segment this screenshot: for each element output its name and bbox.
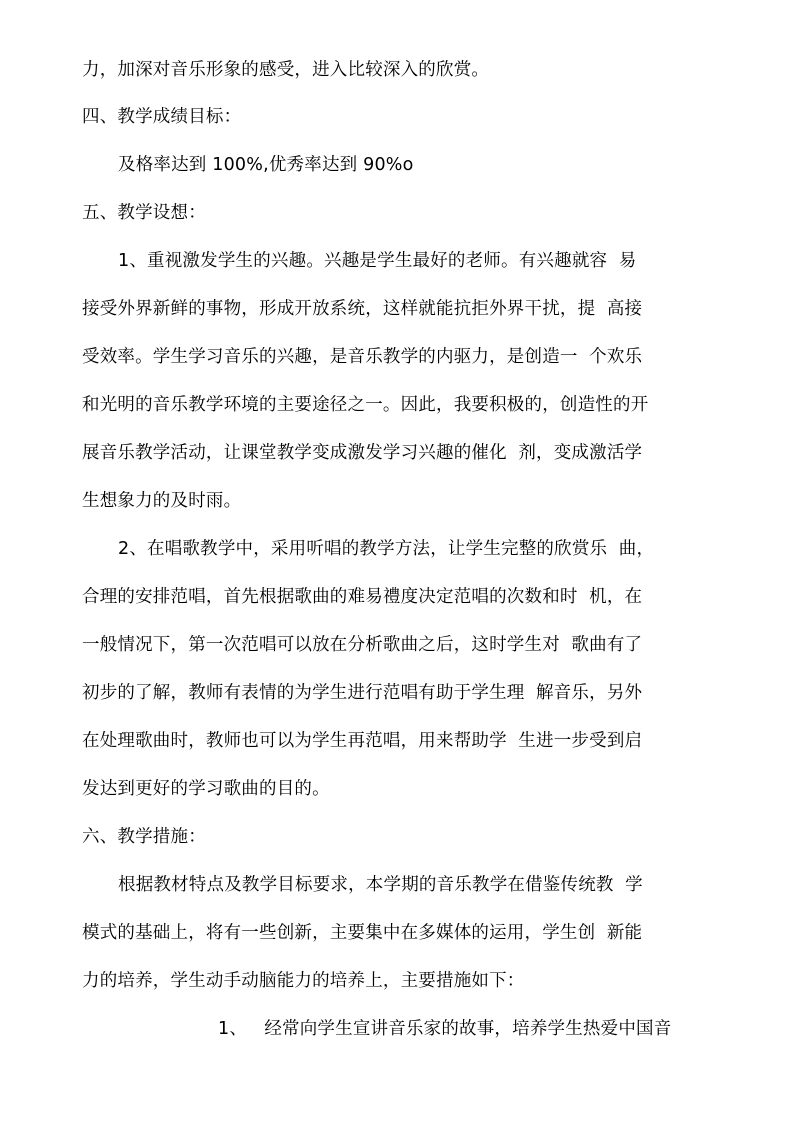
paragraph-line: 一般情况下，第一次范唱可以放在分析歌曲之后，这时学生对 歌曲有了 (82, 635, 643, 655)
paragraph-line: 2、在唱歌教学中，采用听唱的教学方法，让学生完整的欣赏乐 曲， (118, 539, 655, 559)
paragraph-line: 发达到更好的学习歌曲的目的。 (82, 779, 330, 799)
paragraph-line: 和光明的音乐教学环境的主要途径之一。因此，我要积极的，创造性的开 (82, 395, 649, 415)
paragraph-line: 根据教材特点及教学目标要求，本学期的音乐教学在借鉴传统教 学 (118, 875, 643, 895)
paragraph-line: 初步的了解，教师有表情的为学生进行范唱有助于学生理 解音乐，另外 (82, 683, 643, 703)
list-item: 1、 经常向学生宣讲音乐家的故事，培养学生热爱中国音 (218, 1019, 672, 1039)
paragraph-line: 力的培养，学生动手动脑能力的培养上，主要措施如下： (82, 971, 525, 991)
section-heading-goals: 四、教学成绩目标： (82, 107, 242, 127)
paragraph-line: 及格率达到 100%,优秀率达到 90%o (118, 155, 414, 175)
paragraph-line: 合理的安排范唱，首先根据歌曲的难易禮度决定范唱的次数和时 机，在 (82, 587, 643, 607)
paragraph-line: 受效率。学生学习音乐的兴趣，是音乐教学的内驱力，是创造一 个欢乐 (82, 347, 643, 367)
paragraph-line: 1、重视激发学生的兴趣。兴趣是学生最好的老师。有兴趣就容 易 (118, 251, 637, 271)
paragraph-line: 在处理歌曲时，教师也可以为学生再范唱，用来帮助学 生进一步受到启 (82, 731, 643, 751)
paragraph-line: 模式的基础上，将有一些创新，主要集中在多媒体的运用，学生创 新能 (82, 923, 643, 943)
paragraph-line: 力，加深对音乐形象的感受，进入比较深入的欣赏。 (82, 60, 490, 80)
section-heading-measures: 六、教学措施： (82, 827, 206, 847)
paragraph-line: 展音乐教学活动，让课堂教学变成激发学习兴趣的催化 剂，变成激活学 (82, 443, 643, 463)
paragraph-line: 生想象力的及时雨。 (82, 491, 242, 511)
paragraph-line: 接受外界新鲜的事物，形成开放系统，这样就能抗拒外界干扰，提 高接 (82, 299, 643, 319)
section-heading-ideas: 五、教学设想： (82, 203, 206, 223)
